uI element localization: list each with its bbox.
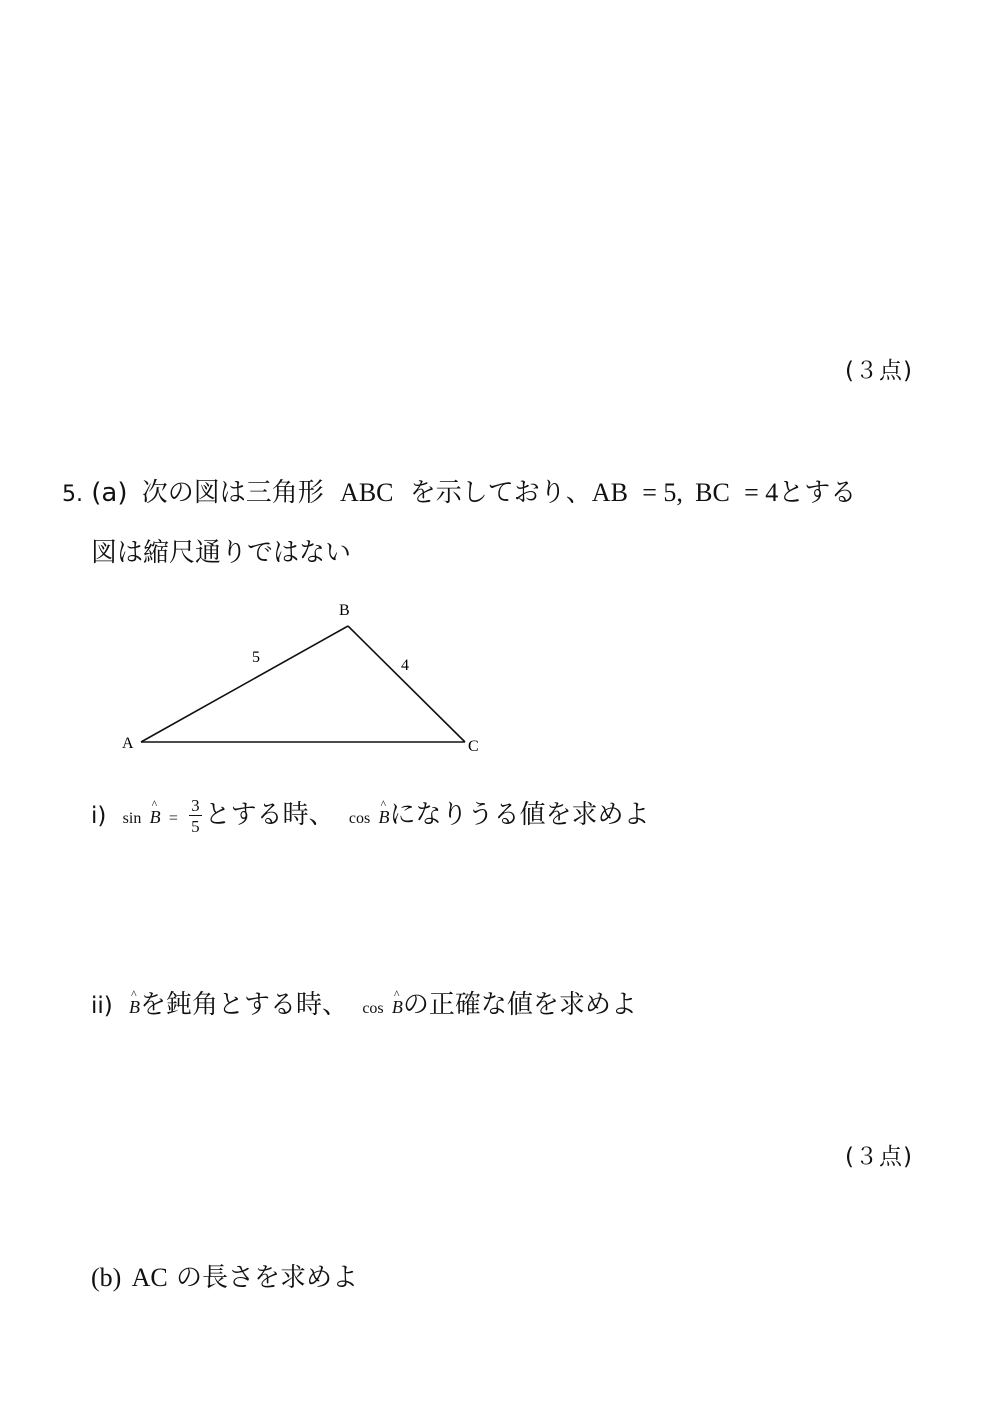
question-number: 5. <box>62 482 83 507</box>
part-b-label: (b) <box>91 1263 122 1292</box>
sub-i-label: i) <box>91 803 107 829</box>
b-hat-symbol: ^ B <box>150 807 161 828</box>
b-hat-symbol: ^ B <box>129 997 140 1018</box>
sin-label: sin <box>122 810 142 827</box>
bc-equals: = 4 <box>744 478 779 507</box>
sub-ii-mid-text: を鈍角とする時、 <box>140 990 349 1020</box>
sub-question-ii <box>91 984 637 1021</box>
ac-label: AC <box>131 1263 168 1292</box>
bc-label: BC <box>695 478 730 507</box>
side-ab-line <box>141 626 348 742</box>
vertex-b-label: B <box>339 602 350 619</box>
triangle-figure <box>110 596 510 766</box>
side-bc-length: 4 <box>401 657 409 674</box>
side-ab-length: 5 <box>252 649 260 666</box>
points-label-top: (３点) <box>845 358 913 384</box>
vertex-c-label: C <box>468 738 479 755</box>
sub-i-end-text: になりうる値を求めよ <box>389 800 650 830</box>
part-b-text: の長さを求めよ <box>175 1263 358 1293</box>
question-text-pre: 次の図は三角形 <box>141 478 324 508</box>
vertex-a-label: A <box>122 735 134 752</box>
sub-ii-end-text: の正確な値を求めよ <box>402 990 637 1020</box>
cos-label: cos <box>348 810 371 827</box>
ab-label: AB <box>591 478 628 507</box>
side-bc-line <box>348 626 465 742</box>
fraction-denominator: 5 <box>191 816 200 836</box>
points-label-mid: (３点) <box>845 1144 913 1170</box>
equals-sign: = <box>168 810 178 827</box>
fraction-numerator: 3 <box>191 795 200 815</box>
sub-question-i <box>91 794 650 835</box>
sub-i-mid-text: とする時、 <box>204 800 335 830</box>
question-text-post: とする <box>778 478 857 508</box>
fraction-three-fifths <box>189 797 202 835</box>
part-a-label: (a) <box>91 478 128 508</box>
question-line-2: 図は縮尺通りではない <box>91 538 352 568</box>
triangle-name: ABC <box>340 478 394 507</box>
cos-label: cos <box>362 1000 384 1017</box>
sub-ii-label: ii) <box>91 993 113 1019</box>
part-b-line <box>91 1257 358 1294</box>
b-hat-symbol: ^ B <box>379 807 390 828</box>
b-hat-symbol: ^ B <box>392 997 403 1018</box>
ab-equals: = 5, <box>642 478 683 507</box>
question-line-1 <box>62 472 856 509</box>
question-text-mid: を示しており、 <box>409 478 592 508</box>
